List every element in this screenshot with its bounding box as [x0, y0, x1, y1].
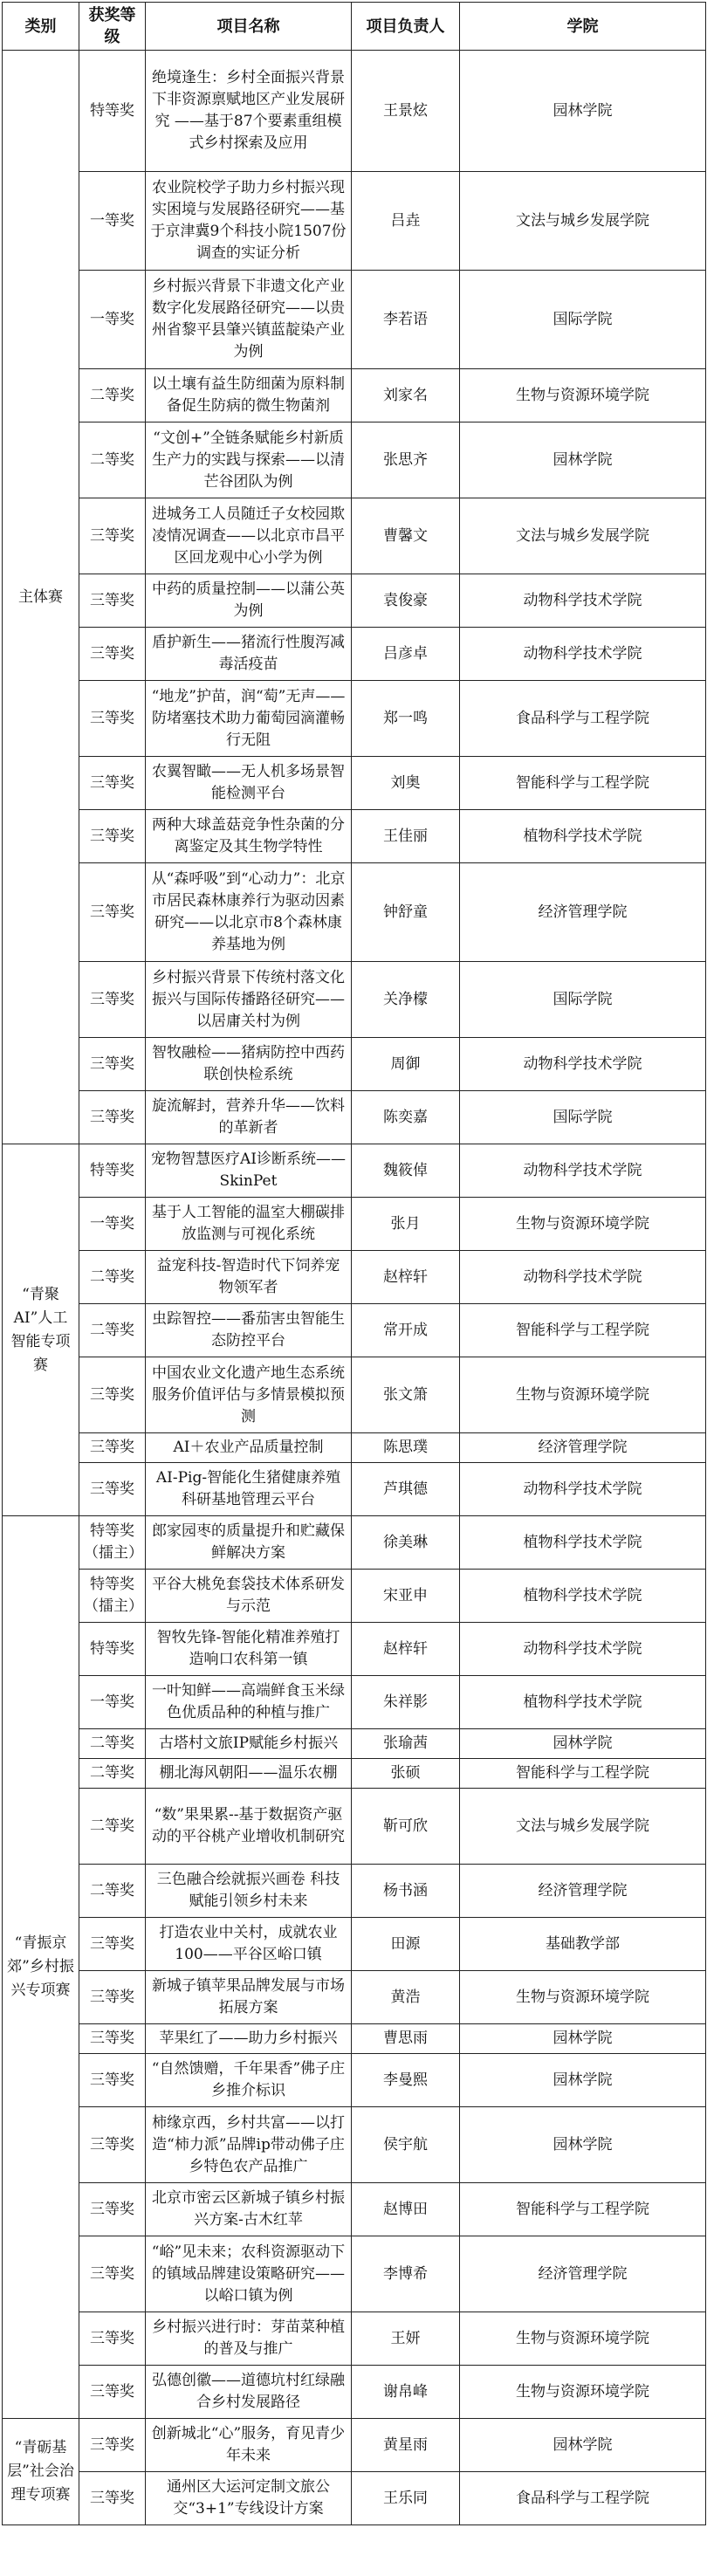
table-row: [3, 1918, 706, 1971]
leader-cell: 张思齐: [352, 422, 460, 498]
project-name-cell: 三色融合绘就振兴画卷 科技赋能引领乡村未来: [146, 1865, 352, 1918]
table-row: [3, 2107, 706, 2183]
award-level-cell: 三等奖: [79, 2312, 146, 2366]
leader-cell: 张瑜茜: [352, 1729, 460, 1759]
award-level-cell: 二等奖: [79, 1729, 146, 1759]
college-cell: 园林学院: [460, 2419, 706, 2472]
category-cell: “青聚AI”人工智能专项赛: [3, 1144, 79, 1516]
college-cell: 智能科学与工程学院: [460, 1759, 706, 1789]
leader-cell: 田源: [352, 1918, 460, 1971]
table-row: [3, 1759, 706, 1789]
project-name-cell: “自然馈赠，千年果香”佛子庄乡推介标识: [146, 2054, 352, 2107]
college-cell: 食品科学与工程学院: [460, 2472, 706, 2525]
project-name-cell: 创新城北“心”服务，育见青少年未来: [146, 2419, 352, 2472]
project-name-cell: 智牧先锋-智能化精准养殖打造响口农科第一镇: [146, 1623, 352, 1676]
college-cell: 园林学院: [460, 2024, 706, 2054]
leader-cell: 吕彦卓: [352, 628, 460, 681]
award-level-cell: 特等奖（擂主）: [79, 1570, 146, 1623]
table-row: [3, 369, 706, 422]
leader-cell: 王乐同: [352, 2472, 460, 2525]
leader-cell: 曹思雨: [352, 2024, 460, 2054]
project-name-cell: 一叶知鲜——高端鲜食玉米绿色优质品种的种植与推广: [146, 1676, 352, 1729]
table-row: [3, 1570, 706, 1623]
header-project-name: 项目名称: [146, 3, 352, 51]
award-level-cell: 三等奖: [79, 2472, 146, 2525]
project-name-cell: “数”果果累--基于数据资产驱动的平谷桃产业增收机制研究: [146, 1789, 352, 1865]
leader-cell: 芦琪德: [352, 1463, 460, 1516]
table-row: [3, 172, 706, 271]
award-level-cell: 三等奖: [79, 1038, 146, 1091]
college-cell: 经济管理学院: [460, 1865, 706, 1918]
college-cell: 动物科学技术学院: [460, 1623, 706, 1676]
leader-cell: 李曼熙: [352, 2054, 460, 2107]
college-cell: 园林学院: [460, 2054, 706, 2107]
award-level-cell: 三等奖: [79, 1971, 146, 2024]
award-level-cell: 三等奖: [79, 2054, 146, 2107]
project-name-cell: 从“森呼吸”到“心动力”：北京市居民森林康养行为驱动因素研究——以北京市8个森林康养基地为例: [146, 863, 352, 962]
header-college: 学院: [460, 3, 706, 51]
table-row: [3, 1091, 706, 1144]
leader-cell: 赵博田: [352, 2183, 460, 2236]
project-name-cell: “文创+”全链条赋能乡村新质生产力的实践与探索——以清芒谷团队为例: [146, 422, 352, 498]
college-cell: 动物科学技术学院: [460, 628, 706, 681]
college-cell: 国际学院: [460, 1091, 706, 1144]
award-level-cell: 三等奖: [79, 1433, 146, 1463]
award-level-cell: 特等奖: [79, 1144, 146, 1198]
award-level-cell: 三等奖: [79, 1918, 146, 1971]
college-cell: 园林学院: [460, 51, 706, 172]
award-level-cell: 二等奖: [79, 1759, 146, 1789]
leader-cell: 侯宇航: [352, 2107, 460, 2183]
college-cell: 动物科学技术学院: [460, 1144, 706, 1198]
college-cell: 文法与城乡发展学院: [460, 498, 706, 574]
table-row: [3, 863, 706, 962]
award-level-cell: 三等奖: [79, 2419, 146, 2472]
leader-cell: 袁俊豪: [352, 574, 460, 628]
project-name-cell: 平谷大桃免套袋技术体系研发与示范: [146, 1570, 352, 1623]
leader-cell: 王佳丽: [352, 810, 460, 863]
project-name-cell: 乡村振兴背景下非遗文化产业数字化发展路径研究——以贵州省黎平县肇兴镇蓝靛染产业为例: [146, 271, 352, 369]
leader-cell: 张文箫: [352, 1357, 460, 1433]
college-cell: 动物科学技术学院: [460, 574, 706, 628]
table-row: [3, 628, 706, 681]
leader-cell: 张硕: [352, 1759, 460, 1789]
college-cell: 植物科学技术学院: [460, 1570, 706, 1623]
project-name-cell: “地龙”护苗，润“萄”无声——防堵塞技术助力葡萄园滴灌畅行无阻: [146, 681, 352, 757]
table-row: [3, 1676, 706, 1729]
award-level-cell: 三等奖: [79, 498, 146, 574]
table-row: [3, 1789, 706, 1865]
leader-cell: 李博希: [352, 2236, 460, 2312]
college-cell: 经济管理学院: [460, 863, 706, 962]
table-row: [3, 1144, 706, 1198]
leader-cell: 刘家名: [352, 369, 460, 422]
table-row: [3, 1729, 706, 1759]
table-row: [3, 962, 706, 1038]
table-row: [3, 1865, 706, 1918]
award-level-cell: 三等奖: [79, 2236, 146, 2312]
college-cell: 文法与城乡发展学院: [460, 1789, 706, 1865]
college-cell: 动物科学技术学院: [460, 1038, 706, 1091]
award-level-cell: 二等奖: [79, 1304, 146, 1357]
award-level-cell: 三等奖: [79, 1463, 146, 1516]
table-row: [3, 2054, 706, 2107]
college-cell: 园林学院: [460, 1729, 706, 1759]
leader-cell: 黄星雨: [352, 2419, 460, 2472]
college-cell: 植物科学技术学院: [460, 810, 706, 863]
leader-cell: 钟舒童: [352, 863, 460, 962]
project-name-cell: 乡村振兴背景下传统村落文化振兴与国际传播路径研究——以居庸关村为例: [146, 962, 352, 1038]
award-level-cell: 二等奖: [79, 1789, 146, 1865]
college-cell: 国际学院: [460, 962, 706, 1038]
college-cell: 生物与资源环境学院: [460, 2312, 706, 2366]
table-row: [3, 1038, 706, 1091]
award-table: [2, 2, 706, 2525]
college-cell: 智能科学与工程学院: [460, 2183, 706, 2236]
project-name-cell: 农业院校学子助力乡村振兴现实困境与发展路径研究——基于京津冀9个科技小院1507份调查的实证分析: [146, 172, 352, 271]
award-level-cell: 三等奖: [79, 2024, 146, 2054]
project-name-cell: 绝境逢生：乡村全面振兴背景下非资源禀赋地区产业发展研究 ——基于87个要素重组模式乡村探索及应用: [146, 51, 352, 172]
award-level-cell: 三等奖: [79, 628, 146, 681]
college-cell: 经济管理学院: [460, 1433, 706, 1463]
college-cell: 生物与资源环境学院: [460, 1971, 706, 2024]
award-level-cell: 特等奖（擂主）: [79, 1516, 146, 1570]
leader-cell: 郑一鸣: [352, 681, 460, 757]
award-level-cell: 三等奖: [79, 681, 146, 757]
college-cell: 智能科学与工程学院: [460, 757, 706, 810]
table-row: [3, 1251, 706, 1304]
award-level-cell: 特等奖: [79, 51, 146, 172]
leader-cell: 王妍: [352, 2312, 460, 2366]
award-level-cell: 三等奖: [79, 962, 146, 1038]
table-row: [3, 757, 706, 810]
table-row: [3, 2366, 706, 2419]
leader-cell: 谢帛峰: [352, 2366, 460, 2419]
leader-cell: 黄浩: [352, 1971, 460, 2024]
project-name-cell: 郎家园枣的质量提升和贮藏保鲜解决方案: [146, 1516, 352, 1570]
table-row: [3, 2472, 706, 2525]
college-cell: 文法与城乡发展学院: [460, 172, 706, 271]
college-cell: 动物科学技术学院: [460, 1251, 706, 1304]
award-level-cell: 二等奖: [79, 369, 146, 422]
college-cell: 园林学院: [460, 2107, 706, 2183]
award-level-cell: 三等奖: [79, 757, 146, 810]
table-row: [3, 1357, 706, 1433]
project-name-cell: 旋流解封，营养升华——饮料的革新者: [146, 1091, 352, 1144]
table-row: [3, 1198, 706, 1251]
award-level-cell: 三等奖: [79, 1091, 146, 1144]
leader-cell: 杨书涵: [352, 1865, 460, 1918]
project-name-cell: 柿缘京西，乡村共富——以打造“柿力派”品牌ip带动佛子庄乡特色农产品推广: [146, 2107, 352, 2183]
project-name-cell: 棚北海风朝阳——温乐农棚: [146, 1759, 352, 1789]
leader-cell: 朱祥影: [352, 1676, 460, 1729]
header-award-level: 获奖等级: [79, 3, 146, 51]
award-level-cell: 一等奖: [79, 172, 146, 271]
table-row: [3, 271, 706, 369]
table-row: [3, 51, 706, 172]
header-category: 类别: [3, 3, 79, 51]
project-name-cell: 两种大球盖菇竞争性杂菌的分离鉴定及其生物学特性: [146, 810, 352, 863]
table-row: [3, 810, 706, 863]
project-name-cell: 弘德创徽——道德坑村红绿融合乡村发展路径: [146, 2366, 352, 2419]
project-name-cell: 中药的质量控制——以蒲公英为例: [146, 574, 352, 628]
leader-cell: 魏筱倬: [352, 1144, 460, 1198]
leader-cell: 李若语: [352, 271, 460, 369]
college-cell: 基础教学部: [460, 1918, 706, 1971]
project-name-cell: 虫踪智控——番茄害虫智能生态防控平台: [146, 1304, 352, 1357]
project-name-cell: 新城子镇苹果品牌发展与市场拓展方案: [146, 1971, 352, 2024]
header-row: [3, 3, 706, 51]
award-level-cell: 一等奖: [79, 1676, 146, 1729]
award-level-cell: 三等奖: [79, 2366, 146, 2419]
table-row: [3, 2024, 706, 2054]
project-name-cell: 基于人工智能的温室大棚碳排放监测与可视化系统: [146, 1198, 352, 1251]
project-name-cell: 盾护新生——猪流行性腹泻减毒活疫苗: [146, 628, 352, 681]
college-cell: 生物与资源环境学院: [460, 369, 706, 422]
award-level-cell: 二等奖: [79, 1251, 146, 1304]
table-row: [3, 498, 706, 574]
award-level-cell: 一等奖: [79, 271, 146, 369]
leader-cell: 陈思璞: [352, 1433, 460, 1463]
leader-cell: 吕垚: [352, 172, 460, 271]
leader-cell: 张月: [352, 1198, 460, 1251]
category-cell: “青振京郊”乡村振兴专项赛: [3, 1516, 79, 2419]
project-name-cell: 进城务工人员随迁子女校园欺凌情况调查——以北京市昌平区回龙观中心小学为例: [146, 498, 352, 574]
project-name-cell: 智牧融检——猪病防控中西药联创快检系统: [146, 1038, 352, 1091]
header-leader: 项目负责人: [352, 3, 460, 51]
award-level-cell: 二等奖: [79, 422, 146, 498]
award-level-cell: 三等奖: [79, 810, 146, 863]
project-name-cell: 农翼智瞰——无人机多场景智能检测平台: [146, 757, 352, 810]
table-row: [3, 1971, 706, 2024]
college-cell: 经济管理学院: [460, 2236, 706, 2312]
project-name-cell: “峪”见未来；农科资源驱动下的镇域品牌建设策略研究——以峪口镇为例: [146, 2236, 352, 2312]
table-row: [3, 1433, 706, 1463]
leader-cell: 刘奥: [352, 757, 460, 810]
college-cell: 植物科学技术学院: [460, 1676, 706, 1729]
table-row: [3, 574, 706, 628]
leader-cell: 关净檬: [352, 962, 460, 1038]
college-cell: 园林学院: [460, 422, 706, 498]
award-level-cell: 三等奖: [79, 1357, 146, 1433]
table-row: [3, 422, 706, 498]
college-cell: 生物与资源环境学院: [460, 1198, 706, 1251]
table-row: [3, 1623, 706, 1676]
award-level-cell: 三等奖: [79, 863, 146, 962]
table-row: [3, 681, 706, 757]
project-name-cell: 中国农业文化遗产地生态系统服务价值评估与多情景模拟预测: [146, 1357, 352, 1433]
leader-cell: 宋亚申: [352, 1570, 460, 1623]
college-cell: 食品科学与工程学院: [460, 681, 706, 757]
leader-cell: 徐美琳: [352, 1516, 460, 1570]
college-cell: 国际学院: [460, 271, 706, 369]
award-level-cell: 三等奖: [79, 2183, 146, 2236]
leader-cell: 周御: [352, 1038, 460, 1091]
college-cell: 生物与资源环境学院: [460, 2366, 706, 2419]
table-body: [3, 51, 706, 2525]
project-name-cell: 以土壤有益生防细菌为原料制备促生防病的微生物菌剂: [146, 369, 352, 422]
table-header: [3, 3, 706, 51]
project-name-cell: AI-Pig-智能化生猪健康养殖科研基地管理云平台: [146, 1463, 352, 1516]
leader-cell: 赵梓轩: [352, 1251, 460, 1304]
award-level-cell: 二等奖: [79, 1865, 146, 1918]
table-row: [3, 1463, 706, 1516]
table-row: [3, 2419, 706, 2472]
project-name-cell: 通州区大运河定制文旅公交“3+1”专线设计方案: [146, 2472, 352, 2525]
leader-cell: 赵梓轩: [352, 1623, 460, 1676]
table-row: [3, 2236, 706, 2312]
table-row: [3, 2312, 706, 2366]
category-cell: “青砺基层”社会治理专项赛: [3, 2419, 79, 2525]
project-name-cell: 益宠科技-智造时代下饲养宠物领军者: [146, 1251, 352, 1304]
project-name-cell: 北京市密云区新城子镇乡村振兴方案-古木红苹: [146, 2183, 352, 2236]
project-name-cell: 古塔村文旅IP赋能乡村振兴: [146, 1729, 352, 1759]
award-level-cell: 特等奖: [79, 1623, 146, 1676]
category-cell: 主体赛: [3, 51, 79, 1144]
award-level-cell: 三等奖: [79, 574, 146, 628]
table-row: [3, 1304, 706, 1357]
table-row: [3, 1516, 706, 1570]
leader-cell: 王景炫: [352, 51, 460, 172]
table-row: [3, 2183, 706, 2236]
college-cell: 植物科学技术学院: [460, 1516, 706, 1570]
award-level-cell: 一等奖: [79, 1198, 146, 1251]
leader-cell: 常开成: [352, 1304, 460, 1357]
leader-cell: 陈奕嘉: [352, 1091, 460, 1144]
college-cell: 动物科学技术学院: [460, 1463, 706, 1516]
college-cell: 智能科学与工程学院: [460, 1304, 706, 1357]
leader-cell: 曹馨文: [352, 498, 460, 574]
project-name-cell: 宠物智慧医疗AI诊断系统——SkinPet: [146, 1144, 352, 1198]
project-name-cell: AI＋农业产品质量控制: [146, 1433, 352, 1463]
award-level-cell: 三等奖: [79, 2107, 146, 2183]
project-name-cell: 苹果红了——助力乡村振兴: [146, 2024, 352, 2054]
leader-cell: 靳可欣: [352, 1789, 460, 1865]
project-name-cell: 打造农业中关村，成就农业100——平谷区峪口镇: [146, 1918, 352, 1971]
project-name-cell: 乡村振兴进行时：芽苗菜种植的普及与推广: [146, 2312, 352, 2366]
college-cell: 生物与资源环境学院: [460, 1357, 706, 1433]
